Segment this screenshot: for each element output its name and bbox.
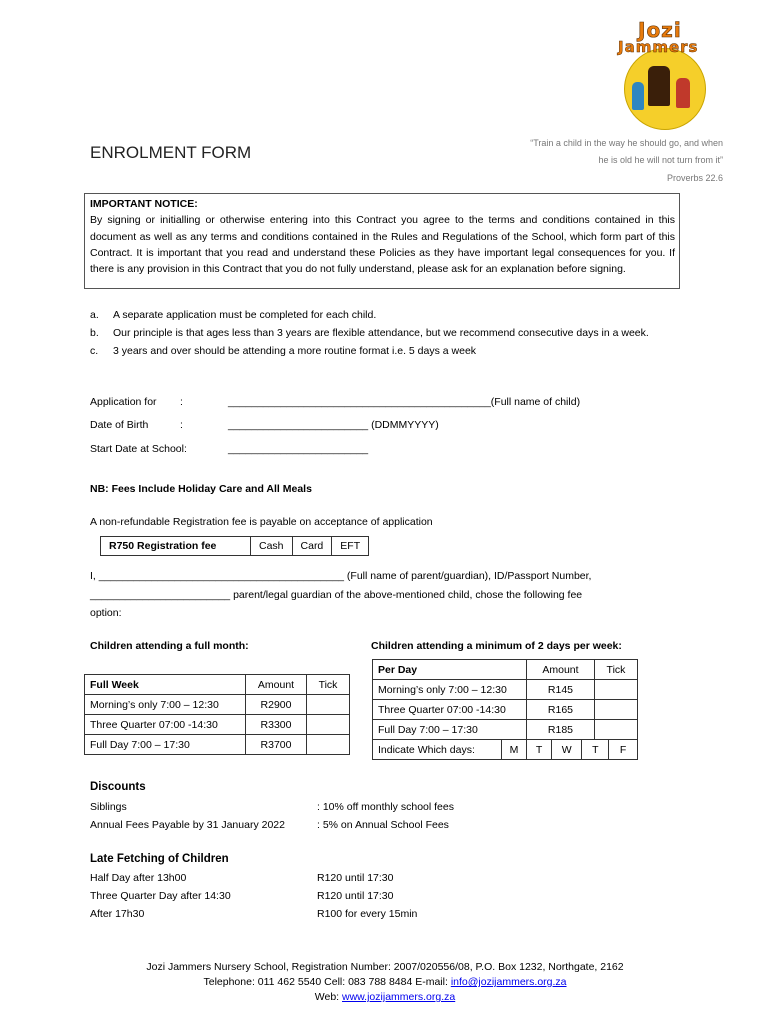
application-for-label: Application for: [90, 396, 157, 408]
option-label: Morning’s only 7:00 – 12:30: [373, 680, 527, 700]
logo-text-jammers: Jammers: [618, 38, 699, 56]
tick-cell[interactable]: [594, 720, 637, 740]
table-row: [373, 680, 638, 700]
late-fee-label: Half Day after 13h00: [90, 872, 187, 884]
day-option[interactable]: F: [609, 740, 638, 760]
col-header: Full Week: [85, 675, 246, 695]
logo-text-jozi: Jozi: [638, 18, 682, 42]
payment-card[interactable]: Card: [292, 537, 332, 556]
footer-contact: [0, 976, 770, 988]
tick-cell[interactable]: [307, 715, 350, 735]
late-fee-value: R120 until 17:30: [317, 872, 394, 884]
list-item: [90, 306, 682, 324]
website-link[interactable]: www.jozijammers.org.za: [342, 991, 456, 1003]
notice-heading: IMPORTANT NOTICE:: [90, 198, 198, 210]
list-marker: a.: [90, 309, 99, 321]
parent-line-3: option:: [90, 607, 122, 619]
option-label: Three Quarter 07:00 -14:30: [85, 715, 246, 735]
list-text: 3 years and over should be attending a more routine format i.e. 5 days a week: [113, 345, 477, 357]
quote-line-2: he is old he will not turn from it”: [598, 155, 723, 165]
application-for-colon: :: [180, 396, 183, 408]
discount-value: : 10% off monthly school fees: [317, 801, 454, 813]
late-fee-value: R100 for every 15min: [317, 908, 418, 920]
per-day-table: [372, 659, 638, 760]
logo-figure: [648, 66, 670, 106]
start-date-label: Start Date at School:: [90, 443, 187, 455]
list-item: [90, 324, 682, 342]
quote-reference: Proverbs 22.6: [666, 173, 723, 183]
table-row: [85, 695, 350, 715]
table-row: [85, 735, 350, 755]
late-fee-value: R120 until 17:30: [317, 890, 394, 902]
col-header: Tick: [594, 660, 637, 680]
full-month-heading: Children attending a full month:: [90, 640, 249, 652]
option-amount: R3700: [246, 735, 307, 755]
option-label: Morning’s only 7:00 – 12:30: [85, 695, 246, 715]
col-header: Tick: [307, 675, 350, 695]
email-link[interactable]: info@jozijammers.org.za: [450, 976, 567, 988]
parent-line-2[interactable]: ________________________ parent/legal guardian of the above-mentioned child, chose the following fee: [90, 589, 583, 601]
footer-phone: Telephone: 011 462 5540 Cell: 083 788 8484 E-mail:: [203, 976, 451, 988]
footer-web-label: Web:: [314, 991, 343, 1003]
list-text: A separate application must be completed for each child.: [113, 309, 377, 321]
days-label: Indicate Which days:: [373, 740, 502, 760]
application-for-field[interactable]: _____________________________________________(Full name of child): [228, 396, 581, 408]
col-header: Amount: [527, 660, 595, 680]
date-of-birth-label: Date of Birth: [90, 419, 149, 431]
discount-label: Annual Fees Payable by 31 January 2022: [90, 819, 285, 831]
table-row: [373, 700, 638, 720]
option-label: Full Day 7:00 – 17:30: [85, 735, 246, 755]
date-of-birth-field[interactable]: ________________________ (DDMMYYYY): [228, 419, 439, 431]
logo-figure: [632, 82, 644, 110]
registration-fee-label: R750 Registration fee: [101, 537, 251, 556]
school-logo: [618, 18, 710, 133]
option-amount: R145: [527, 680, 595, 700]
tick-cell[interactable]: [307, 695, 350, 715]
table-row: [373, 740, 638, 760]
logo-figure: [676, 78, 690, 108]
important-notice: [84, 193, 680, 289]
list-marker: c.: [90, 345, 99, 357]
day-option[interactable]: T: [582, 740, 609, 760]
footer-registration: Jozi Jammers Nursery School, Registration Number: 2007/020556/08, P.O. Box 1232, Northgate, 2162: [146, 961, 624, 973]
tick-cell[interactable]: [594, 680, 637, 700]
full-month-table: [84, 674, 350, 755]
option-amount: R2900: [246, 695, 307, 715]
late-fee-label: After 17h30: [90, 908, 145, 920]
discount-label: Siblings: [90, 801, 127, 813]
col-header: Amount: [246, 675, 307, 695]
discounts-heading: Discounts: [90, 781, 146, 793]
option-label: Full Day 7:00 – 17:30: [373, 720, 527, 740]
footer-web: [0, 991, 770, 1003]
day-option[interactable]: T: [527, 740, 552, 760]
table-row: [373, 720, 638, 740]
tick-cell[interactable]: [594, 700, 637, 720]
day-option[interactable]: W: [552, 740, 582, 760]
option-amount: R185: [527, 720, 595, 740]
option-label: Three Quarter 07:00 -14:30: [373, 700, 527, 720]
start-date-field[interactable]: ________________________: [228, 443, 369, 455]
discount-value: : 5% on Annual School Fees: [317, 819, 449, 831]
page-title: ENROLMENT FORM: [90, 143, 252, 162]
date-of-birth-colon: :: [180, 419, 183, 431]
late-fetching-heading: Late Fetching of Children: [90, 853, 229, 865]
payment-cash[interactable]: Cash: [251, 537, 293, 556]
col-header: Per Day: [373, 660, 527, 680]
list-item: [90, 342, 682, 360]
registration-intro: A non-refundable Registration fee is payable on acceptance of application: [90, 516, 433, 528]
list-text: Our principle is that ages less than 3 years are flexible attendance, but we recommend consecutive days in a week.: [113, 327, 649, 339]
notice-body: By signing or initialling or otherwise entering into this Contract you agree to the terms and conditions contained in this document as well as any terms and conditions contained in the Rules and Regulations of the School, which form part of this Contract. It is important that you read and understand these Policies as they have important legal consequences for you. If there is any provision in this Contract that you do not fully understand, please ask for an explanation before signing.: [90, 214, 675, 276]
option-amount: R165: [527, 700, 595, 720]
payment-eft[interactable]: EFT: [332, 537, 369, 556]
tick-cell[interactable]: [307, 735, 350, 755]
registration-fee-table: [100, 536, 369, 556]
option-amount: R3300: [246, 715, 307, 735]
parent-line-1[interactable]: I, __________________________________________ (Full name of parent/guardian), ID/Passport Number,: [90, 570, 592, 582]
quote-line-1: “Train a child in the way he should go, and when: [530, 138, 723, 148]
per-day-heading: Children attending a minimum of 2 days per week:: [371, 640, 622, 652]
fees-note: NB: Fees Include Holiday Care and All Meals: [90, 483, 312, 495]
instructions-list: [90, 306, 682, 360]
table-row: [85, 715, 350, 735]
day-option[interactable]: M: [502, 740, 527, 760]
list-marker: b.: [90, 327, 99, 339]
late-fee-label: Three Quarter Day after 14:30: [90, 890, 231, 902]
